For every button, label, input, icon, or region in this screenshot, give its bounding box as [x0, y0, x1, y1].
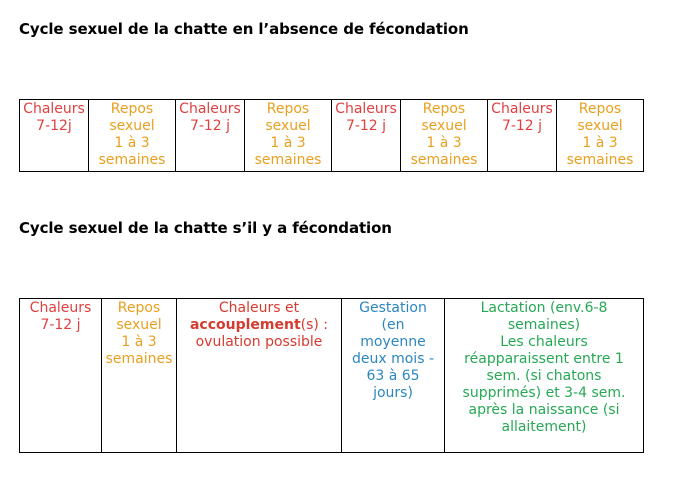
cycle-row [20, 299, 644, 453]
cell-text-line: 1 à 3 [114, 135, 150, 151]
cell-text-line: sexuel [577, 118, 623, 134]
cell-text-line: 7-12 j [189, 118, 231, 134]
cell-text-line: Chaleurs [179, 101, 241, 117]
cell-text-line: moyenne [360, 334, 426, 350]
cell-text-line: semaines [98, 152, 166, 168]
gestation-phase-cell [342, 299, 445, 453]
mating-phase-cell [177, 299, 342, 453]
emphasized-word: accouplement [189, 317, 301, 333]
cell-text-line: supprimés) et 3-4 sem. [462, 385, 626, 401]
heat-phase-cell [20, 100, 89, 172]
cell-text-line: semaines) [507, 317, 581, 333]
cell-text-line: semaines [410, 152, 478, 168]
cycle-row [20, 100, 644, 172]
cell-text-line: deux mois - [352, 351, 434, 367]
cell-text-line: Chaleurs et [218, 300, 300, 316]
cell-text-line: sexuel [109, 118, 155, 134]
cell-text-line: 7-12 j [501, 118, 543, 134]
cell-text-line: Les chaleurs [500, 334, 588, 350]
cell-text-line: sexuel [421, 118, 467, 134]
rest-phase-cell [245, 100, 332, 172]
rest-phase-cell [557, 100, 644, 172]
cell-text-line: Repos [578, 101, 622, 117]
cell-text-line: 1 à 3 [582, 135, 618, 151]
cell-text-line: jours) [373, 385, 413, 401]
heat-phase-cell [488, 100, 557, 172]
heat-phase-cell [176, 100, 245, 172]
section-title-no-fecundation: Cycle sexuel de la chatte en l’absence de fécondation [19, 20, 469, 38]
cell-text-line: 7-12 j [345, 118, 387, 134]
cycle-table-no-fecundation [19, 99, 644, 172]
cell-text-line: Repos [422, 101, 466, 117]
cell-text-line: Chaleurs [335, 101, 397, 117]
cell-text-line: après la naissance (si [468, 402, 620, 418]
cell-text-line: (en [381, 317, 405, 333]
cycle-table-fecundation [19, 298, 644, 453]
cell-text-line: 63 à 65 [366, 368, 420, 384]
cell-text-line: Chaleurs [29, 300, 92, 316]
cell-text-line: 1 à 3 [426, 135, 462, 151]
cell-text-line: réapparaissent entre 1 [464, 351, 624, 367]
cell-text-line: Lactation (env.6-8 [480, 300, 608, 316]
cell-text-line: sexuel [265, 118, 311, 134]
cell-text-line: allaitement) [501, 419, 587, 435]
cell-text-line: semaines [566, 152, 634, 168]
cell-text-line: Gestation [359, 300, 427, 316]
heat-phase-cell [20, 299, 102, 453]
cell-text-line: accouplement(s) : [189, 317, 329, 333]
rest-phase-cell [401, 100, 488, 172]
heat-phase-cell [332, 100, 401, 172]
cell-text-line: Chaleurs [23, 101, 85, 117]
cell-text-line: sexuel [116, 317, 162, 333]
cell-text-line: sem. (si chatons [486, 368, 602, 384]
cell-text-line: Repos [117, 300, 161, 316]
cell-text-line: 7-12j [36, 118, 72, 134]
cell-text-line: 1 à 3 [270, 135, 306, 151]
cell-text-line: 7-12 j [40, 317, 81, 333]
cell-text-line: Chaleurs [491, 101, 553, 117]
cell-text-line: semaines [254, 152, 322, 168]
cell-text-line: Repos [110, 101, 154, 117]
rest-phase-cell [102, 299, 177, 453]
cell-text-line: Repos [266, 101, 310, 117]
cell-text-line: ovulation possible [195, 334, 323, 350]
lactation-phase-cell [445, 299, 644, 453]
cell-text-line: 1 à 3 [121, 334, 157, 350]
cell-text-line: semaines [105, 351, 173, 367]
rest-phase-cell [89, 100, 176, 172]
section-title-fecundation: Cycle sexuel de la chatte s’il y a fécondation [19, 219, 392, 237]
